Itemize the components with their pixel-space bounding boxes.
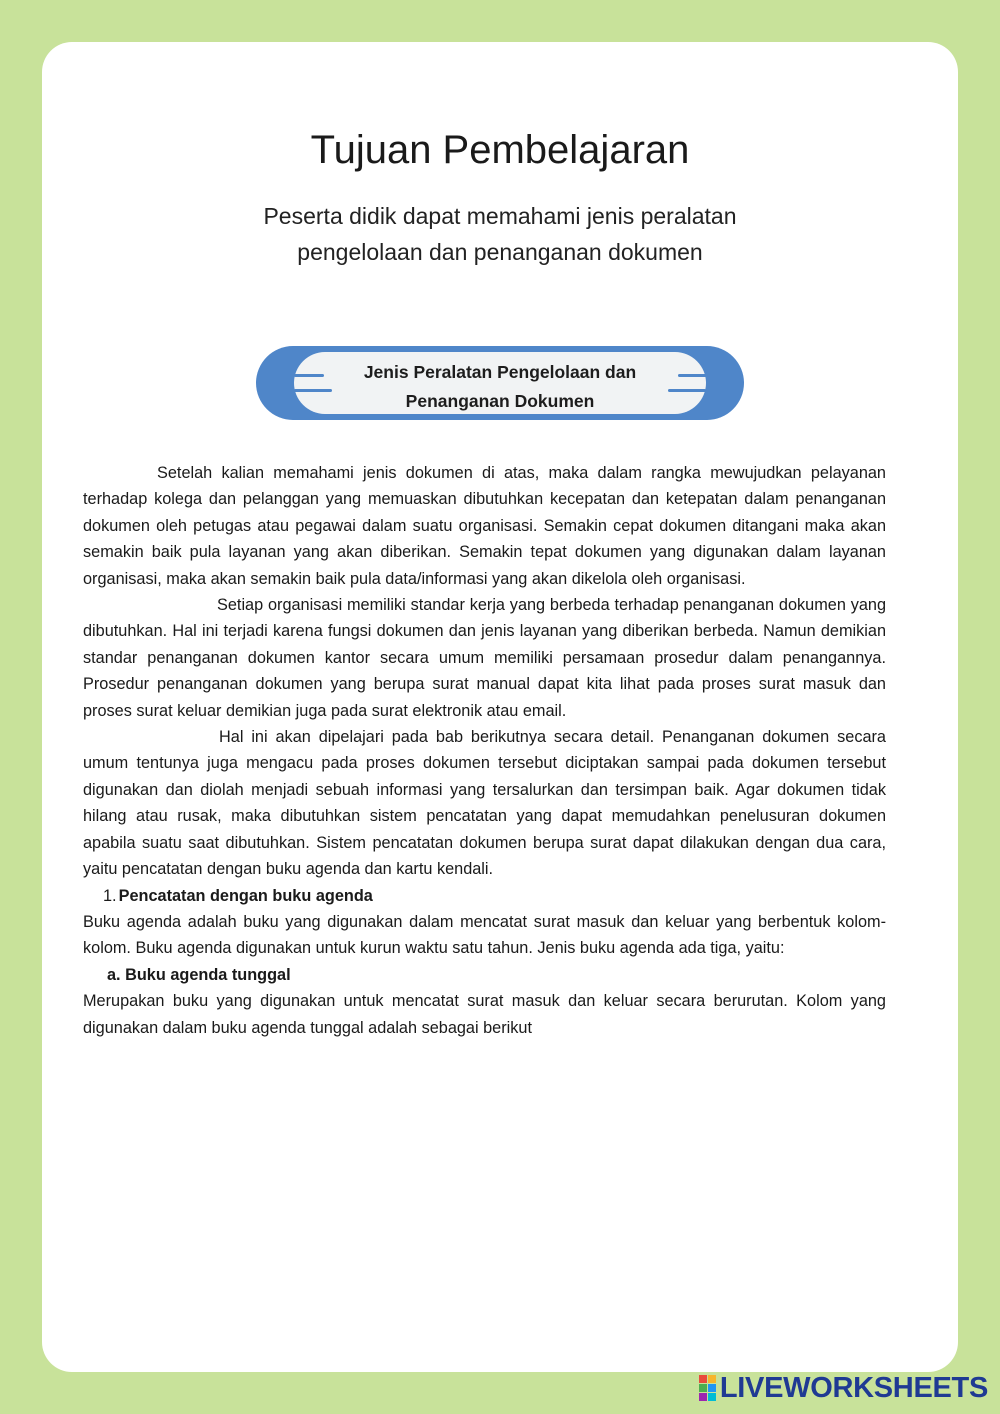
body-content [83,460,886,1041]
list-item-number: 1. [103,886,117,905]
list-item-title: Pencatatan dengan buku agenda [118,886,373,905]
liveworksheets-brand-text: LIVEWORKSHEETS [719,1371,988,1404]
page-title: Tujuan Pembelajaran [310,128,690,172]
subtitle-line-1: Peserta didik dapat memahami jenis peralatan [263,203,737,229]
logo-square-2 [708,1375,716,1383]
logo-square-3 [699,1384,707,1392]
list-item-heading [83,883,886,909]
section-heading-line-2: Penanganan Dokumen [405,391,595,411]
paragraph-3: Hal ini akan dipelajari pada bab berikutnya secara detail. Penanganan dokumen secara umum tentunya juga mengacu pada proses dokumen tersebut diciptakan sampai pada dokumen tersebut digunakan dan diolah menjadi sebuah informasi yang tersalurkan dan tersimpan baik. Agar dokumen tidak hilang atau rusak, maka dibutuhkan sistem pencatatan yang dapat memudahkan penelusuran dokumen apabila suatu saat dibutuhkan. Sistem pencatatan dokumen berupa surat dapat dilakukan dengan dua cara, yaitu pencatatan dengan buku agenda dan kartu kendali. [83,728,886,879]
logo-square-1 [699,1375,707,1383]
paragraph-2: Setiap organisasi memiliki standar kerja yang berbeda terhadap penanganan dokumen yang dibutuhkan. Hal ini terjadi karena fungsi dokumen dan jenis layanan yang diberikan berbeda. Namun demikian standar penanganan dokumen kantor secara umum memiliki persamaan prosedur dalam penangannya. Prosedur penanganan dokumen yang berupa surat manual dapat kita lihat pada proses surat masuk dan proses surat keluar demikian juga pada surat elektronik atau email. [83,596,886,720]
section-banner-inner [294,352,706,414]
liveworksheets-logo [699,1368,988,1408]
section-heading [294,358,706,416]
list-item-text: Buku agenda adalah buku yang digunakan dalam mencatat surat masuk dan keluar yang berbentuk kolom-kolom. Buku agenda digunakan untuk kurun waktu satu tahun. Jenis buku agenda ada tiga, yaitu: [83,912,886,958]
sub-item-heading: a. Buku agenda tunggal [107,965,291,984]
liveworksheets-logo-icon [699,1375,716,1401]
logo-square-6 [708,1393,716,1401]
section-heading-line-1: Jenis Peralatan Pengelolaan dan [363,362,637,382]
learning-objective [0,198,1000,270]
paragraph-1: Setelah kalian memahami jenis dokumen di atas, maka dalam rangka mewujudkan pelayanan terhadap kolega dan pelanggan yang memuaskan dibutuhkan kecepatan dan ketepatan dalam penanganan dokumen oleh petugas atau pegawai dalam suatu organisasi. Semakin cepat dokumen ditangani maka akan semakin baik pula layanan yang akan diberikan. Semakin tepat dokumen yang digunakan dalam layanan organisasi, maka akan semakin baik pula data/informasi yang akan dikelola oleh organisasi. [83,464,886,588]
logo-square-5 [699,1393,707,1401]
section-banner [256,346,744,420]
subtitle-line-2: pengelolaan dan penanganan dokumen [297,239,703,265]
logo-square-4 [708,1384,716,1392]
sub-item-text: Merupakan buku yang digunakan untuk mencatat surat masuk dan keluar secara berurutan. Kolom yang digunakan dalam buku agenda tunggal adalah sebagai berikut [83,992,886,1037]
